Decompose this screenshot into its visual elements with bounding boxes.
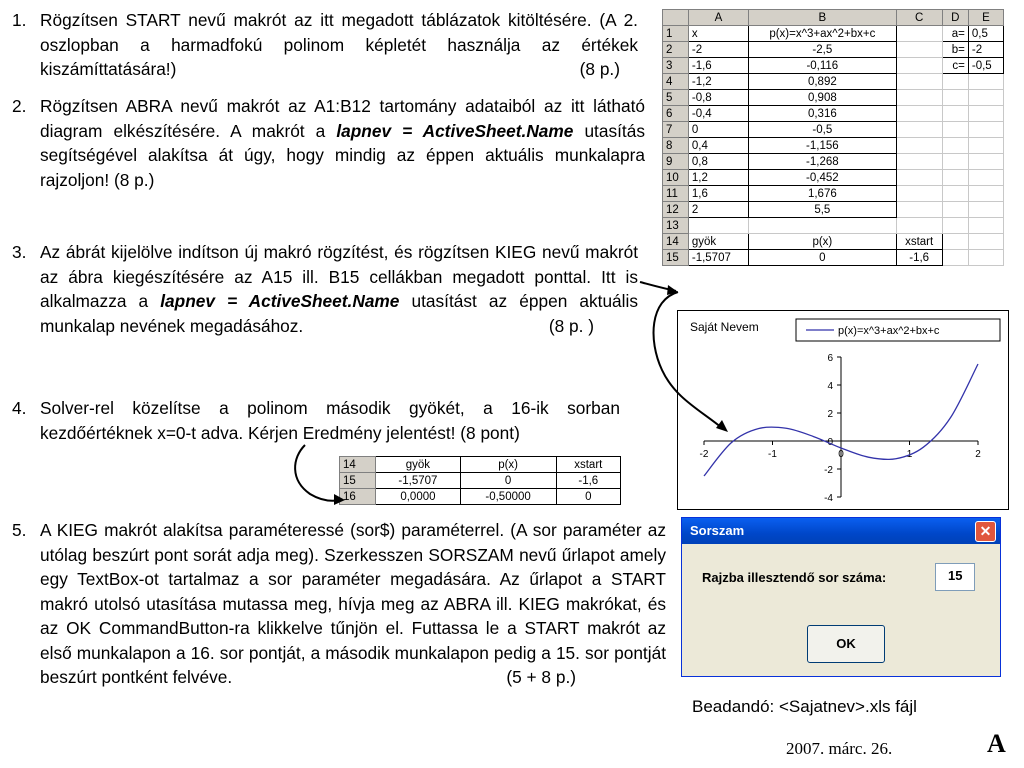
- task-points: (5 + 8 p.): [506, 667, 576, 687]
- cell[interactable]: -1,5707: [376, 473, 460, 489]
- column-header[interactable]: A: [688, 10, 748, 26]
- cell[interactable]: -0,8: [688, 90, 748, 106]
- date: 2007. márc. 26.: [786, 739, 893, 758]
- task-text: A KIEG makrót alakítsa paraméteressé (sor$) paraméterrel. (A sor paraméter az utólag beszúrt pont sorát adja meg). Szerkesszen SORSZAM nevű űrlapot amely egy TextBox-ot tartalmaz a sor paraméter megadására. Az űrlapot a START makró utolsó utasítása mutassa meg, hívja meg az ABRA ill. KIEG makrókat, és az OK CommandButton-ra klikkelve tűnjön el. Futtassa le a START makrót az első munkalapon a 16. sor pontját, a második munkalapon pedig a 15. sor pontját beszúrt pontként felvéve.: [40, 520, 666, 687]
- task-text: utasítás segítségével alakítsa át úgy, hogy mindig az éppen aktuális munkalapra rajzoljon!: [40, 120, 645, 190]
- y-tick-label: -2: [824, 465, 833, 476]
- cell[interactable]: xstart: [896, 234, 942, 250]
- cell[interactable]: 0: [688, 122, 748, 138]
- task-number: 4.: [12, 398, 27, 418]
- column-header[interactable]: D: [942, 10, 968, 26]
- row-header[interactable]: 15: [340, 473, 376, 489]
- cell[interactable]: 0,0000: [376, 489, 460, 505]
- cell[interactable]: xstart: [556, 457, 620, 473]
- cell[interactable]: -0,5: [968, 58, 1003, 74]
- task-text: Solver-rel közelítse a polinom második gyökét, a 16-ik sorban kezdőértéknek x=0-t adva. Kérjen Eredmény jelentést!: [40, 398, 620, 443]
- row-header[interactable]: 9: [663, 154, 689, 170]
- row-header[interactable]: 3: [663, 58, 689, 74]
- column-header[interactable]: E: [968, 10, 1003, 26]
- cell[interactable]: 1,676: [748, 186, 896, 202]
- task-number: 2.: [12, 96, 27, 116]
- x-tick-label: 2: [975, 449, 981, 460]
- row-header[interactable]: 5: [663, 90, 689, 106]
- arrow-head: [716, 420, 728, 432]
- y-tick-label: 0: [827, 437, 833, 448]
- cell[interactable]: -2: [688, 42, 748, 58]
- cell[interactable]: -1,268: [748, 154, 896, 170]
- dialog-title: Sorszam: [690, 523, 745, 538]
- cell[interactable]: 0,5: [968, 26, 1003, 42]
- cell[interactable]: 0,892: [748, 74, 896, 90]
- task-number: 1.: [12, 10, 27, 30]
- task-text: Rögzítsen START nevű makrót az itt megadott táblázatok kitöltésére. (A 2. oszlopban a harmadfokú polinom képletét használja az értékek kiszámíttatására!): [40, 10, 638, 79]
- cell[interactable]: -2: [968, 42, 1003, 58]
- row-header[interactable]: 1: [663, 26, 689, 42]
- version-letter: A: [987, 729, 1006, 758]
- cell[interactable]: -2,5: [748, 42, 896, 58]
- task-number: 3.: [12, 242, 27, 262]
- cell[interactable]: -1,6: [896, 250, 942, 266]
- row-header[interactable]: 11: [663, 186, 689, 202]
- cell[interactable]: -1,6: [556, 473, 620, 489]
- task-points: (8 p.): [113, 169, 155, 190]
- row-header[interactable]: 4: [663, 74, 689, 90]
- task-code: lapnev = ActiveSheet.Name: [336, 120, 574, 141]
- x-tick-label: 1: [906, 449, 913, 460]
- cell[interactable]: 0,316: [748, 106, 896, 122]
- cell[interactable]: -0,452: [748, 170, 896, 186]
- cell[interactable]: -0,116: [748, 58, 896, 74]
- row-number-label: Rajzba illesztendő sor száma:: [702, 570, 887, 585]
- row-header[interactable]: 12: [663, 202, 689, 218]
- cell[interactable]: c=: [942, 58, 968, 74]
- cell[interactable]: 0: [460, 473, 556, 489]
- cell[interactable]: 0: [748, 250, 896, 266]
- submit-note: Beadandó: <Sajatnev>.xls fájl: [692, 697, 917, 716]
- row-header[interactable]: 8: [663, 138, 689, 154]
- cell[interactable]: b=: [942, 42, 968, 58]
- cell[interactable]: -1,156: [748, 138, 896, 154]
- arrow-head: [334, 494, 345, 505]
- x-tick-label: 0: [838, 449, 844, 460]
- dialog-title-bar: [682, 518, 1000, 544]
- cell[interactable]: gyök: [688, 234, 748, 250]
- close-icon[interactable]: ✕: [975, 521, 996, 542]
- cell[interactable]: -0,4: [688, 106, 748, 122]
- row-header[interactable]: 15: [663, 250, 689, 266]
- cell[interactable]: 5,5: [748, 202, 896, 218]
- column-header[interactable]: C: [896, 10, 942, 26]
- x-tick-label: -2: [699, 449, 709, 460]
- task-points: (8 p.): [579, 59, 620, 79]
- cell[interactable]: p(x): [460, 457, 556, 473]
- y-tick-label: 4: [827, 381, 833, 392]
- task-number: 5.: [12, 520, 27, 540]
- y-tick-label: 6: [827, 353, 833, 364]
- task-text: Rögzítsen ABRA nevű makrót az A1:B12 tartomány adataiból az itt látható diagram elkészítésére. A makrót a: [40, 96, 645, 141]
- cell[interactable]: 2: [688, 202, 748, 218]
- cell[interactable]: 1,6: [688, 186, 748, 202]
- arrow-to-chart: [654, 292, 722, 428]
- row-header[interactable]: 2: [663, 42, 689, 58]
- row-header[interactable]: 13: [663, 218, 689, 234]
- chart-title: Saját Nevem: [690, 320, 759, 334]
- cell[interactable]: 0,8: [688, 154, 748, 170]
- legend-label: p(x)=x^3+ax^2+bx+c: [838, 325, 940, 337]
- task-text: utasítást az éppen aktuális munkalap nevének megadásához.: [40, 291, 638, 336]
- cell[interactable]: p(x)=x^3+ax^2+bx+c: [748, 26, 896, 42]
- cell[interactable]: 0,4: [688, 138, 748, 154]
- row-header[interactable]: 14: [340, 457, 376, 473]
- sorszam-dialog: [681, 517, 1001, 677]
- cell[interactable]: -0,5: [748, 122, 896, 138]
- row-header[interactable]: 7: [663, 122, 689, 138]
- cell[interactable]: 0,908: [748, 90, 896, 106]
- y-tick-label: -4: [824, 493, 833, 504]
- row-header[interactable]: 14: [663, 234, 689, 250]
- task-code: lapnev = ActiveSheet.Name: [160, 291, 400, 311]
- task-points: (8 p. ): [548, 315, 594, 336]
- cell[interactable]: a=: [942, 26, 968, 42]
- ok-button[interactable]: OK: [807, 625, 885, 663]
- cell[interactable]: -0,50000: [460, 489, 556, 505]
- cell[interactable]: gyök: [376, 457, 460, 473]
- row-number-input[interactable]: 15: [935, 563, 975, 591]
- x-tick-label: -1: [768, 449, 777, 460]
- row-header[interactable]: 16: [340, 489, 376, 505]
- task-text: Az ábrát kijelölve indítson új makró rögzítést, és rögzítsen KIEG nevű makrót az ábra kiegészítésére az A15 ill. B15 cellákban megadott ponttal. Itt is alkalmazza a: [40, 242, 638, 311]
- cell[interactable]: p(x): [748, 234, 896, 250]
- cell[interactable]: -1,5707: [688, 250, 748, 266]
- task-points: (8 pont): [460, 422, 520, 443]
- arrow-to-table: [295, 445, 340, 501]
- y-tick-label: 2: [827, 409, 833, 420]
- cell[interactable]: -1,6: [688, 58, 748, 74]
- column-header[interactable]: B: [748, 10, 896, 26]
- cell[interactable]: 1,2: [688, 170, 748, 186]
- cell[interactable]: -1,2: [688, 74, 748, 90]
- cell[interactable]: 0: [556, 489, 620, 505]
- row-header[interactable]: 6: [663, 106, 689, 122]
- row-header[interactable]: 10: [663, 170, 689, 186]
- cell[interactable]: x: [688, 26, 748, 42]
